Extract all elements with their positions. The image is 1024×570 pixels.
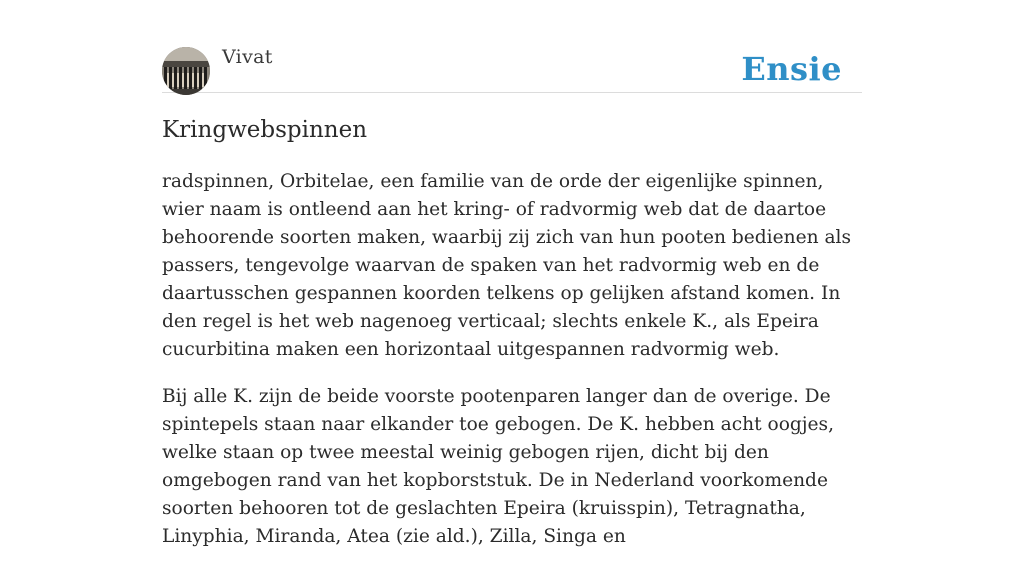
author-name[interactable]: Vivat [222, 46, 273, 68]
article-paragraph: radspinnen, Orbitelae, een familie van de orde der eigenlijke spinnen, wier naam is ontleend aan het kring- of radvormig web dat de daartoe behoorende soorten maken, waarbij zij zich van hun pooten bedienen als passers, tengevolge waarvan de spaken van het radvormig web en de daartusschen gespannen koorden telkens op gelijken afstand komen. In den regel is het web nagenoeg verticaal; slechts enkele K., als Epeira cucurbitina maken een horizontaal uitgespannen radvormig web. [162, 171, 852, 360]
typewriter-keys-icon [162, 47, 210, 95]
article-body [162, 168, 862, 570]
brand-logo-link[interactable]: Ensie [741, 50, 842, 88]
article-paragraph: Bij alle K. zijn de beide voorste pootenparen langer dan de overige. De spintepels staan naar elkander toe gebogen. De K. hebben acht oogjes, welke staan op twee meestal weinig gebogen rijen, dicht bij den omgebogen rand van het kopborststuk. De in Nederland voorkomende soorten behooren tot de geslachten Epeira (kruisspin), Tetragnatha, Linyphia, Miranda, Atea (zie ald.), Zilla, Singa en [162, 386, 835, 547]
article-title: Kringwebspinnen [162, 117, 368, 143]
header [162, 0, 862, 93]
page [162, 0, 862, 547]
author-avatar[interactable] [162, 47, 210, 95]
